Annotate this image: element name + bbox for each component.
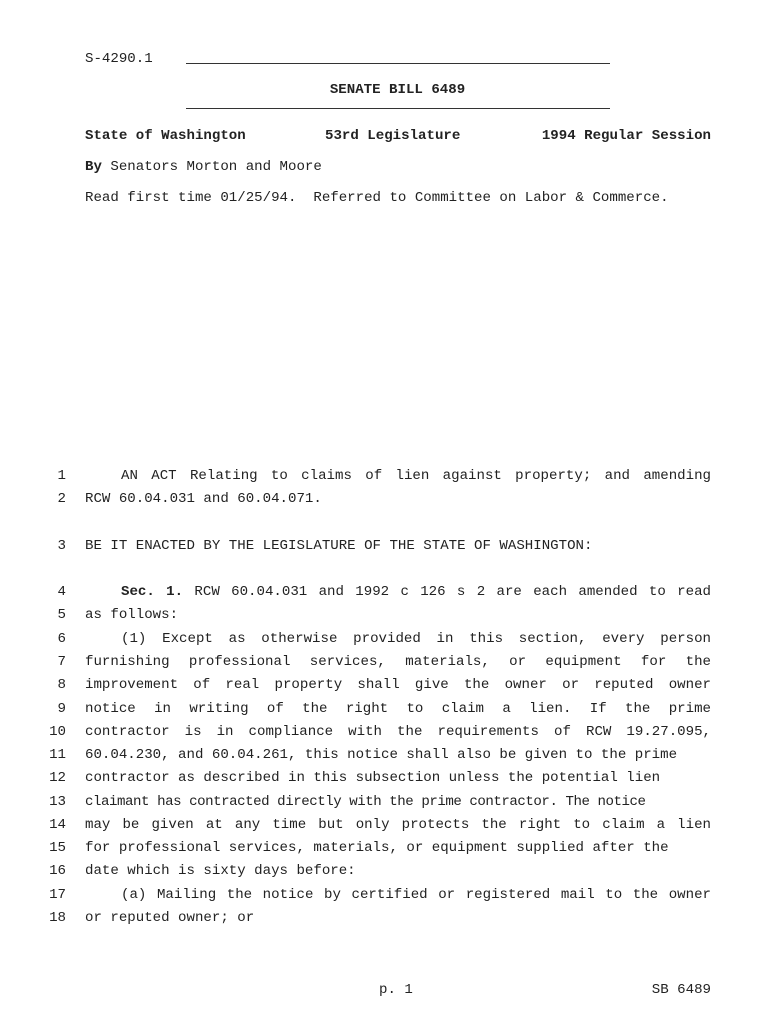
line-number: 12 (49, 770, 66, 786)
line-number: 2 (57, 491, 66, 507)
sponsors: Senators Morton and Moore (110, 159, 322, 175)
line-number: 18 (49, 910, 66, 926)
body-line: may be given at any time but only protects the right to claim a lien (85, 817, 711, 833)
line-number: 11 (49, 747, 66, 763)
body-line: notice in writing of the right to claim a lien. If the prime (85, 701, 711, 717)
body-line: contractor as described in this subsection unless the potential lien (85, 770, 661, 786)
body-line: for professional services, materials, or equipment supplied after the (85, 840, 669, 856)
line-number: 6 (57, 631, 66, 647)
line-number: 9 (57, 701, 66, 717)
state-name: State of Washington (85, 128, 246, 144)
body-line: (a) Mailing the notice by certified or registered mail to the owner (121, 887, 711, 903)
section-label: Sec. 1. (121, 584, 184, 600)
body-line: contractor is in compliance with the requirements of RCW 19.27.095, (85, 724, 711, 740)
line-number: 17 (49, 887, 66, 903)
body-line: date which is sixty days before: (85, 863, 356, 879)
line-number: 16 (49, 863, 66, 879)
body-line-text: RCW 60.04.031 and 1992 c 126 s 2 are each amended to read (194, 584, 711, 600)
body-line: improvement of real property shall give the owner or reputed owner (85, 677, 711, 693)
header-rule-top (186, 63, 610, 64)
bill-title: SENATE BILL 6489 (329, 82, 466, 98)
line-number: 15 (49, 840, 66, 856)
document-code: S-4290.1 (85, 51, 153, 67)
line-number: 8 (57, 677, 66, 693)
by-label: By (85, 159, 102, 175)
session: 1994 Regular Session (541, 128, 711, 144)
line-number: 10 (49, 724, 66, 740)
header-rule-bottom (186, 108, 610, 109)
body-line: AN ACT Relating to claims of lien against property; and amending (121, 468, 711, 484)
line-number: 3 (57, 538, 66, 554)
bill-reference: SB 6489 (651, 982, 711, 998)
line-number: 14 (49, 817, 66, 833)
body-line: 60.04.230, and 60.04.261, this notice shall also be given to the prime (85, 747, 678, 763)
reading-note: Read first time 01/25/94. Referred to Committee on Labor & Commerce. (85, 190, 669, 206)
body-line: or reputed owner; or (85, 910, 255, 926)
enacting-clause: BE IT ENACTED BY THE LEGISLATURE OF THE STATE OF WASHINGTON: (85, 538, 593, 554)
body-line: (1) Except as otherwise provided in this section, every person (121, 631, 711, 647)
legislature: 53rd Legislature (325, 128, 461, 144)
section-heading-line (85, 585, 711, 599)
line-number: 5 (57, 607, 66, 623)
line-number: 13 (49, 794, 66, 810)
body-line: as follows: (85, 607, 179, 623)
line-number: 7 (57, 654, 66, 670)
body-line: furnishing professional services, materials, or equipment for the (85, 654, 711, 670)
line-number: 4 (57, 584, 66, 600)
page-number: p. 1 (379, 982, 413, 998)
body-line: claimant has contracted directly with the prime contractor. The notice (85, 794, 646, 810)
line-number: 1 (57, 468, 66, 484)
body-line: RCW 60.04.031 and 60.04.071. (85, 491, 322, 507)
sponsor-line (85, 160, 322, 174)
